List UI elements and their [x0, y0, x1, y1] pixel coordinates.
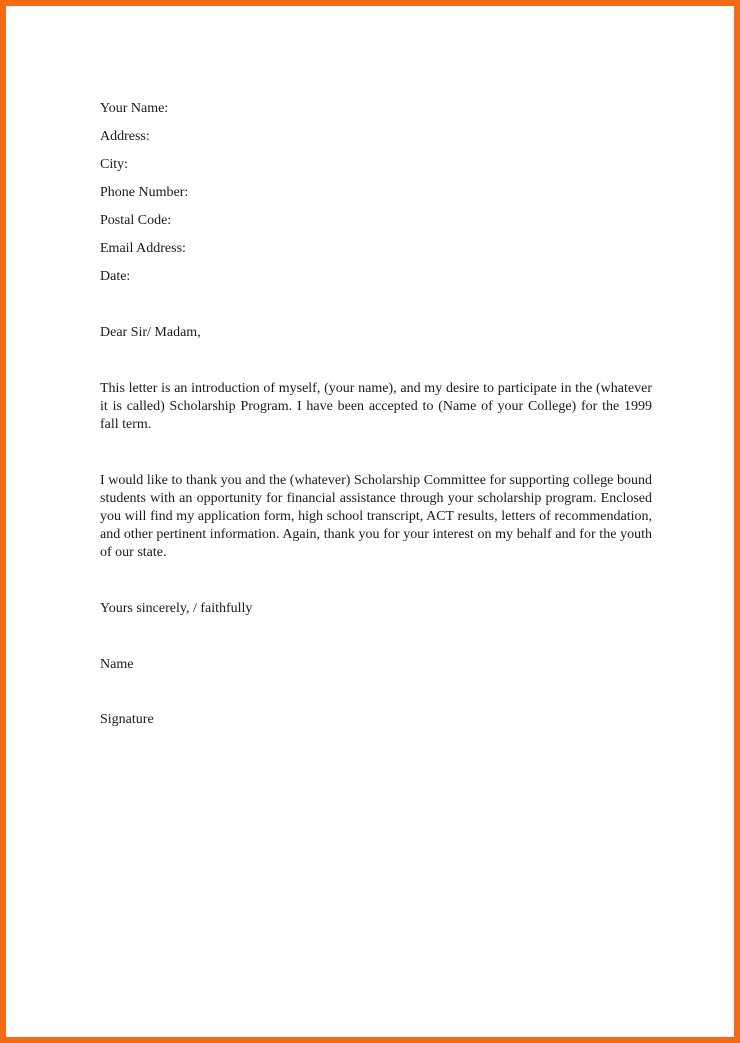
field-address: Address: [100, 129, 150, 144]
paragraph-introduction: This letter is an introduction of myself, (your name), and my desire to participate in the (whatever it is called) Scholarship Program. I have been accepted to (Name of your College) for the 1999 fall term. [100, 381, 652, 432]
name-line: Name [100, 657, 134, 672]
sender-details [100, 100, 652, 296]
signature-line: Signature [100, 712, 154, 727]
field-date: Date: [100, 269, 131, 284]
field-your-name: Your Name: [100, 101, 169, 116]
letter-body [100, 100, 652, 729]
salutation: Dear Sir/ Madam, [100, 325, 201, 340]
paragraph-thanks: I would like to thank you and the (whatever) Scholarship Committee for supporting college bound students with an opportunity for financial assistance through your scholarship program. Enclosed you will find my application form, high school transcript, ACT results, letters of recommendation, and other pertinent information. Again, thank you for your interest on my behalf and for the youth of our state. [100, 473, 652, 560]
field-phone-number: Phone Number: [100, 185, 189, 200]
field-postal-code: Postal Code: [100, 213, 172, 228]
closing: Yours sincerely, / faithfully [100, 601, 253, 616]
field-city: City: [100, 157, 129, 172]
field-email-address: Email Address: [100, 241, 186, 256]
